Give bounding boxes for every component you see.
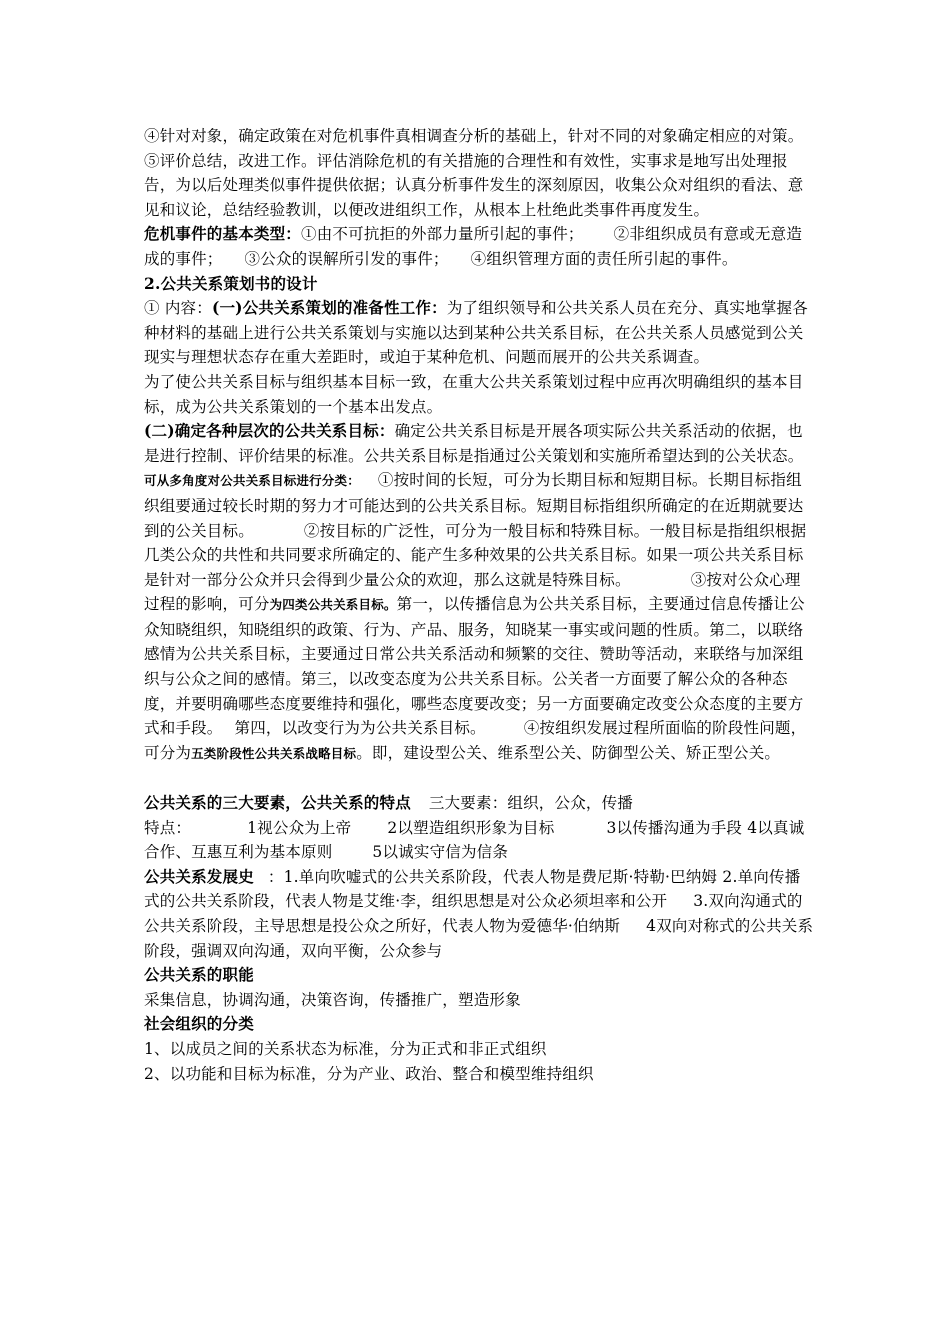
feature-5: 5以诚实守信为信条 — [372, 843, 509, 862]
pr-functions-heading: 公共关系的职能 — [144, 965, 254, 985]
pr-history — [144, 865, 816, 963]
crisis-type-2: ②非组织成员有意或无意造成的事件； — [144, 225, 803, 268]
crisis-types-heading: 危机事件的基本类型： — [144, 224, 302, 244]
feature-1: 1视公众为上帝 — [247, 818, 352, 837]
plan-part1 — [144, 296, 816, 370]
classify-3-fourth: 第四，以改变行为为公共关系目标。 — [234, 719, 486, 738]
history-4: 4双向对称式的公共关系阶段，强调双向沟通，双向平衡，公众参与 — [144, 917, 814, 960]
classify-4-prefix: ④按组织发展过程所面临的阶段性问题，可分为 — [144, 719, 807, 762]
feature-3: 3以传播沟通为手段 — [606, 818, 743, 837]
classify-4-text: 。即，建设型公关、维系型公关、防御型公关、矫正型公关。 — [356, 743, 781, 762]
document-page — [144, 124, 816, 1086]
crisis-step-5: ⑤评价总结，改进工作。评估消除危机的有关措施的合理性和有效性，实事求是地写出处理报告，为以后处理类似事件提供依据；认真分析事件发生的深刻原因，收集公众对组织的看法、意见和议论，总结经验教训，以便改进组织工作，从根本上杜绝此类事件再度发生。 — [144, 151, 804, 219]
part1-text: 为了组织领导和公共关系人员在充分、真实地掌握各种材料的基础上进行公共关系策划与实施以达到某种公共关系目标，在公共关系人员感觉到公关现实与理想状态存在重大差距时，或迫于某种危机、问题而展开的公共关系调查。 — [144, 299, 808, 367]
pr-elements-text: 三大要素：组织，公众，传播 — [428, 794, 634, 813]
history-2: 2.单向传播式的公共关系阶段，代表人物是艾维·李，组织思想是对公众必须坦率和公开 — [144, 867, 801, 911]
org-classification-heading: 社会组织的分类 — [144, 1014, 254, 1034]
classify-3-prefix: ③按对公众心理过程的影响，可分 — [144, 570, 801, 614]
org-classification-2: 2、以功能和目标为标准，分为产业、政治、整合和模型维持组织 — [144, 1064, 594, 1083]
classify-1: ①按时间的长短，可分为长期目标和短期目标。长期目标指组织组要通过较长时期的努力才可能达到的公共关系目标。短期目标指组织所确定的在近期就要达到的公关目标。 — [144, 471, 804, 540]
part1-para2: 为了使公共关系目标与组织基本目标一致，在重大公共关系策划过程中应再次明确组织的基本目标，成为公共关系策划的一个基本出发点。 — [144, 372, 804, 416]
crisis-step-4: ④针对对象，确定政策在对危机事件真相调查分析的基础上，针对不同的对象确定相应的对策。 — [144, 127, 804, 145]
pr-elements-line — [144, 791, 816, 816]
blank-line — [144, 766, 816, 791]
classify-heading: 可从多角度对公共关系目标进行分类： — [144, 473, 360, 489]
classify-2: ②按目标的广泛性，可分为一般目标和特殊目标。一般目标是指组织根据几类公众的共性和共同要求所确定的、能产生多种效果的公共关系目标。如果一项公共关系目标是针对一部分公众并只会得到少量公众的欢迎，那么这就是特殊目标。 — [144, 521, 807, 589]
pr-features — [144, 816, 816, 865]
pr-elements-heading: 公共关系的三大要素，公共关系的特点 — [144, 793, 411, 813]
feature-2: 2以塑造组织形象为目标 — [387, 818, 555, 837]
part2-text: 确定公共关系目标是开展各项实际公共关系活动的依据，也是进行控制、评价结果的标准。公共关系目标是指通过公关策划和实施所希望达到的公关状态。 — [144, 422, 804, 465]
plan-design-heading: 2.公共关系策划书的设计 — [144, 273, 318, 293]
classify-3-text: 第一，以传播信息为公共关系目标，主要通过信息传播让公众知晓组织，知晓组织的政策、行为、产品、服务，知晓某一事实或问题的性质。第二，以联络感情为公共关系目标，主要通过日常公共关系活动和频繁的交往、赞助等活动，来联络与加深组织与公众之间的感情。第三，以改变态度为公共关系目标。公关者一方面要了解公众的各种态度，并要明确哪些态度要维持和强化，哪些态度要改变；另一方面要确定改变公众态度的主要方式和手段。 — [144, 595, 805, 738]
crisis-types — [144, 222, 816, 271]
content-prefix: ① 内容： — [144, 299, 212, 318]
pr-functions-text: 采集信息，协调沟通，决策咨询，传播推广，塑造形象 — [144, 990, 521, 1009]
classify-3-bold: 为四类公共关系目标。 — [269, 597, 397, 613]
org-classification-1: 1、以成员之间的关系状态为标准，分为正式和非正式组织 — [144, 1039, 547, 1058]
classify-4-bold: 五类阶段性公共关系战略目标 — [191, 745, 357, 761]
history-1: ：1.单向吹嘘式的公共关系阶段，代表人物是费尼斯·特勒·巴纳姆 — [267, 867, 718, 886]
plan-part2 — [144, 419, 816, 766]
crisis-type-3: ③公众的误解所引发的事件； — [244, 249, 449, 268]
part2-heading: (二)确定各种层次的公共关系目标： — [144, 421, 395, 441]
features-label: 特点： — [144, 818, 192, 837]
feature-4: 4以真诚合作、互惠互利为基本原则 — [144, 818, 805, 862]
part1-heading: (一)公共关系策划的准备性工作： — [211, 298, 447, 318]
history-3: 3.双向沟通式的公共关系阶段，主导思想是投公众之所好，代表人物为爱德华·伯纳斯 — [144, 892, 803, 935]
pr-history-heading: 公共关系发展史 — [144, 866, 254, 886]
crisis-type-1: ①由不可抗拒的外部力量所引起的事件； — [301, 225, 584, 244]
crisis-type-4: ④组织管理方面的责任所引起的事件。 — [470, 249, 738, 268]
